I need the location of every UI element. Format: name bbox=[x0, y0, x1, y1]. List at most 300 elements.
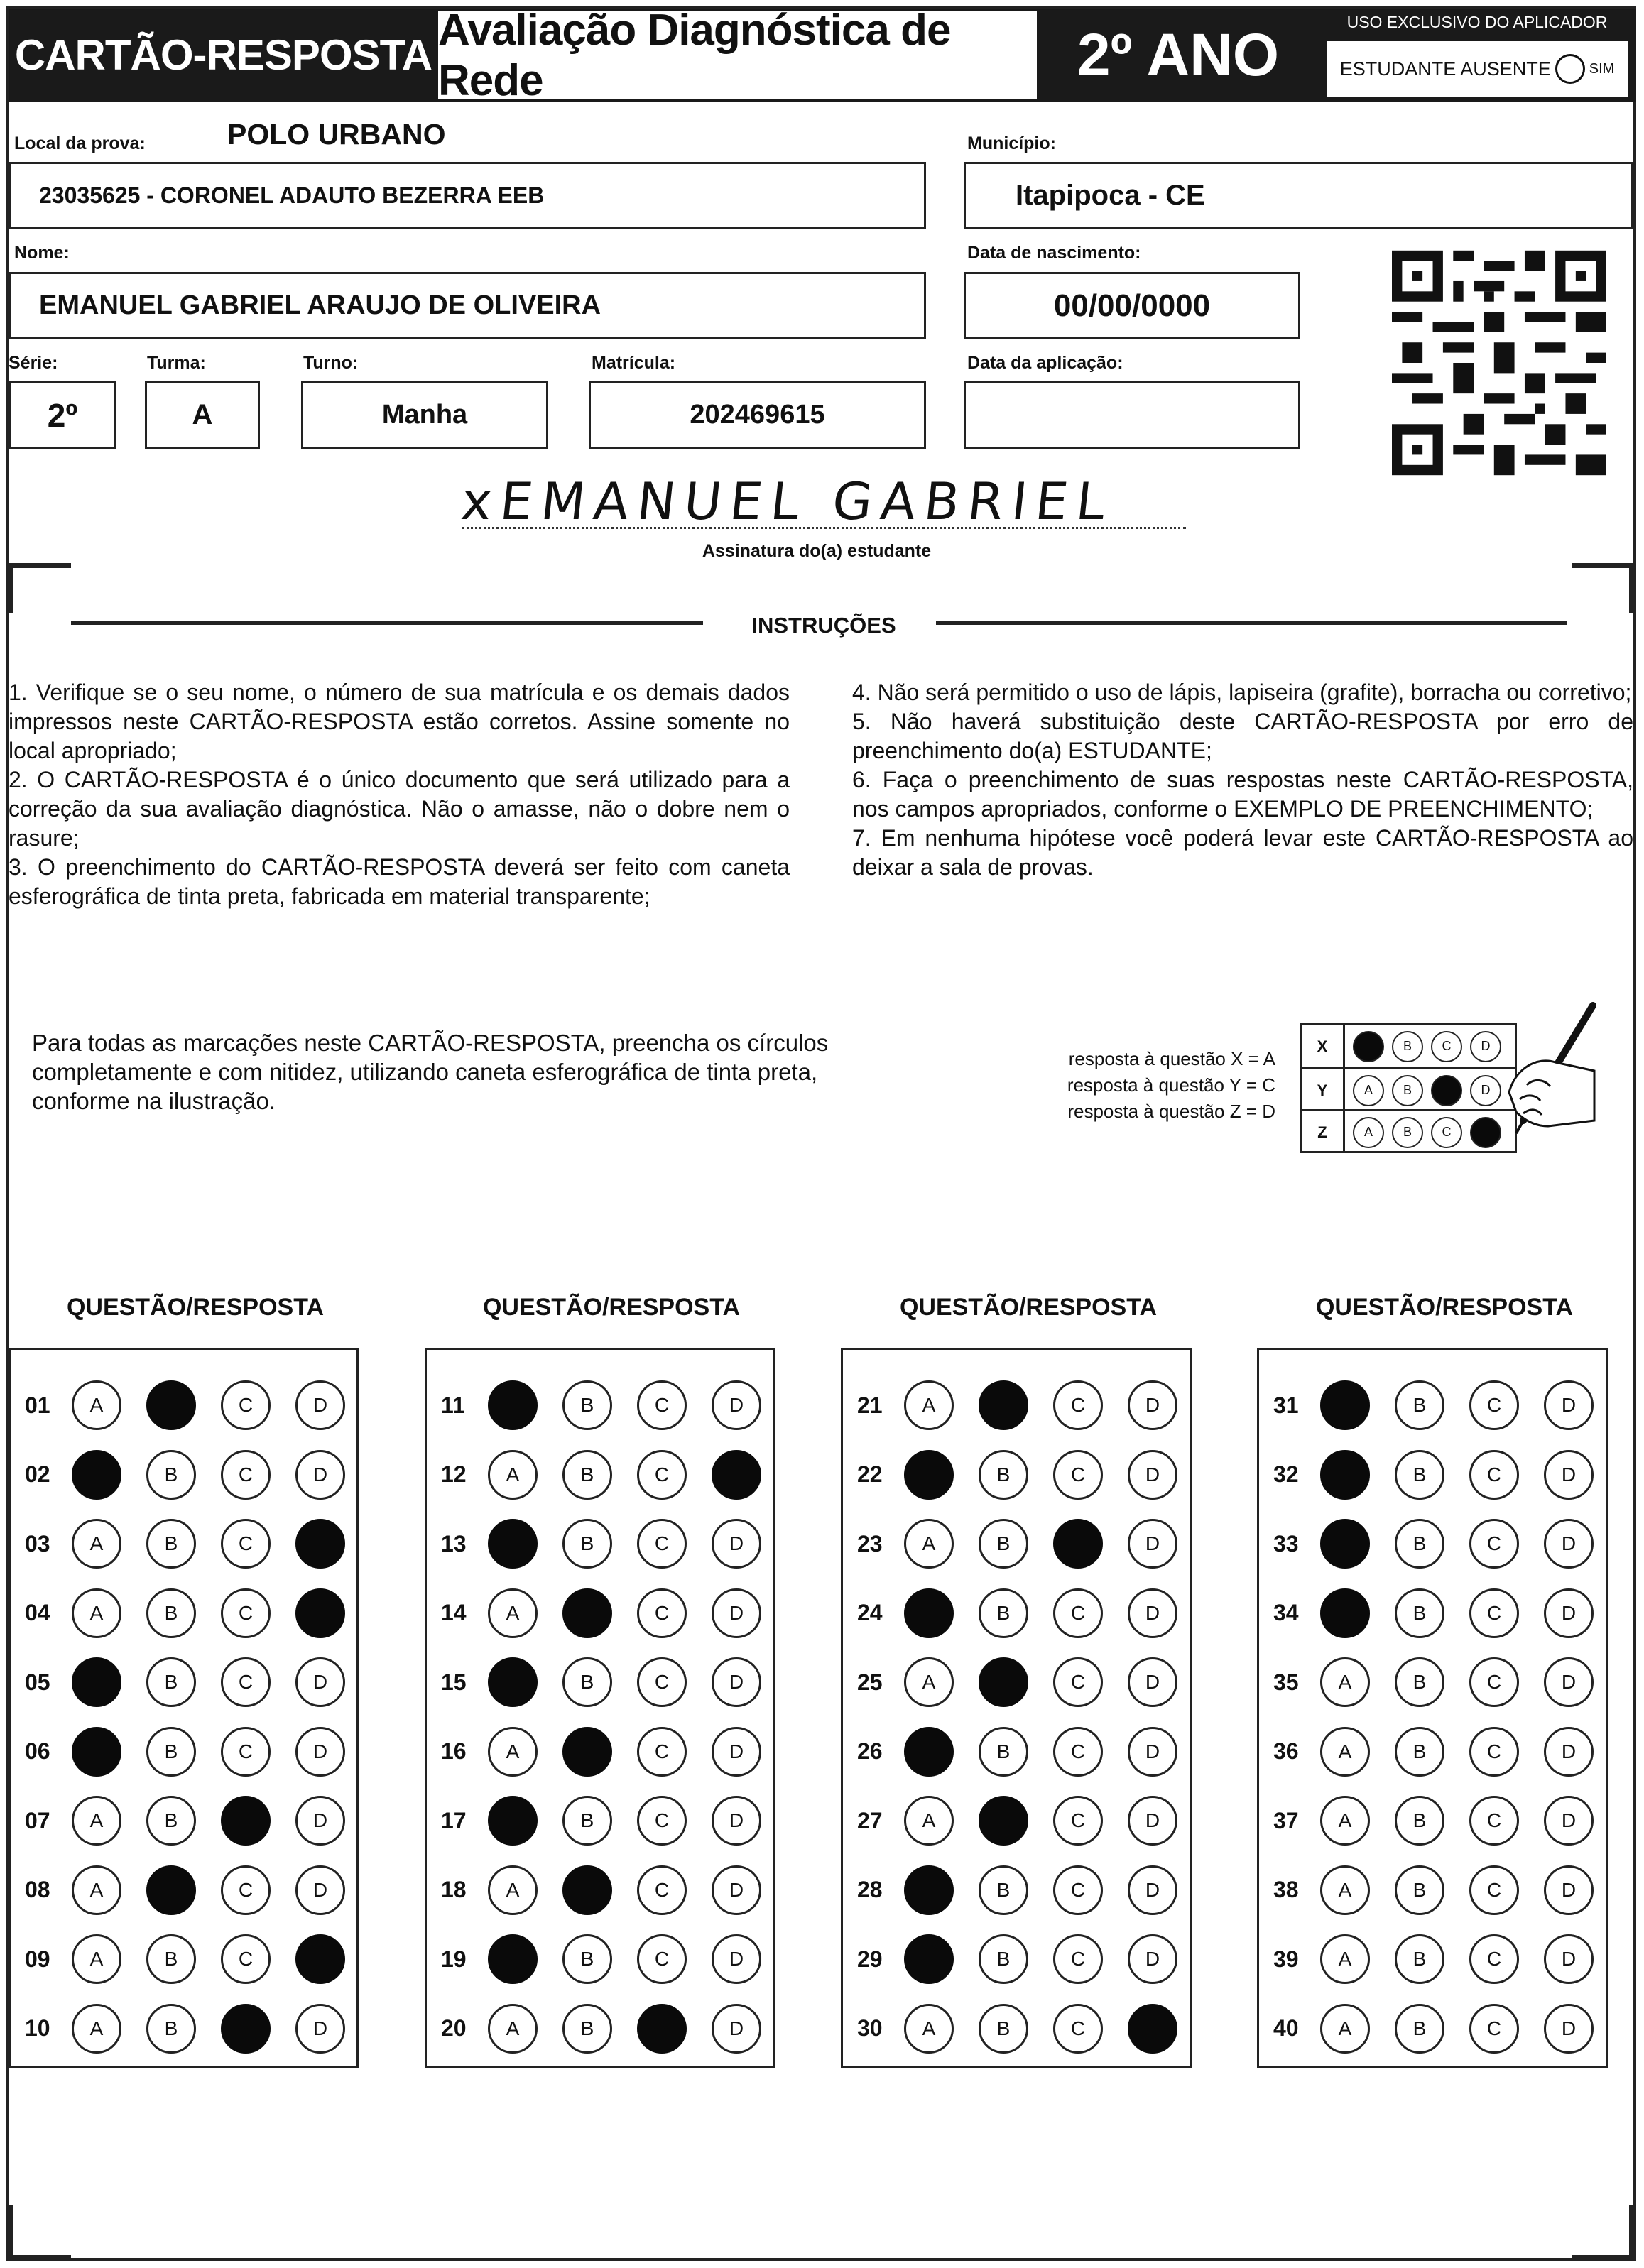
answer-bubble-14-c[interactable]: C bbox=[637, 1588, 687, 1638]
question-row-11 bbox=[427, 1371, 786, 1439]
question-number: 29 bbox=[857, 1946, 883, 1972]
question-row-20 bbox=[427, 1995, 786, 2063]
answer-bubble-03-b[interactable]: B bbox=[146, 1519, 196, 1569]
question-number: 34 bbox=[1273, 1600, 1299, 1625]
answer-bubble-12-d[interactable] bbox=[712, 1450, 761, 1500]
answer-bubble-29-a[interactable] bbox=[904, 1934, 954, 1984]
answer-bubble-20-d[interactable]: D bbox=[712, 2004, 761, 2054]
example-row-x bbox=[1302, 1025, 1515, 1067]
answer-bubble-31-a[interactable] bbox=[1320, 1380, 1370, 1430]
question-row-17 bbox=[427, 1787, 786, 1855]
question-row-16 bbox=[427, 1718, 786, 1786]
answer-bubble-04-d[interactable] bbox=[295, 1588, 345, 1638]
answer-bubble-19-a[interactable] bbox=[488, 1934, 538, 1984]
question-number: 21 bbox=[857, 1392, 883, 1418]
answer-bubble-26-d[interactable]: D bbox=[1128, 1727, 1177, 1777]
answer-bubble-01-c[interactable]: C bbox=[221, 1380, 271, 1430]
answer-bubble-13-b[interactable]: B bbox=[562, 1519, 612, 1569]
question-row-30 bbox=[843, 1995, 1202, 2063]
name-value: EMANUEL GABRIEL ARAUJO DE OLIVEIRA bbox=[39, 290, 601, 320]
instructions-title: INSTRUÇÕES bbox=[751, 613, 896, 638]
answer-bubble-10-b[interactable]: B bbox=[146, 2004, 196, 2054]
answer-bubble-21-c[interactable]: C bbox=[1053, 1380, 1103, 1430]
answer-bubble-07-c[interactable] bbox=[221, 1796, 271, 1846]
card-title: CARTÃO-RESPOSTA bbox=[9, 9, 438, 102]
answer-bubble-26-c[interactable]: C bbox=[1053, 1727, 1103, 1777]
answer-bubble-06-a[interactable] bbox=[72, 1727, 121, 1777]
answer-bubble-24-c[interactable]: C bbox=[1053, 1588, 1103, 1638]
question-row-19 bbox=[427, 1925, 786, 1993]
instructions-left bbox=[9, 678, 790, 911]
answer-bubble-04-c[interactable]: C bbox=[221, 1588, 271, 1638]
answer-bubble-08-d[interactable]: D bbox=[295, 1865, 345, 1915]
exam-title: Avaliação Diagnóstica de Rede bbox=[438, 9, 1037, 102]
question-row-14 bbox=[427, 1579, 786, 1647]
corner-mark-br bbox=[1572, 2255, 1634, 2260]
answer-bubble-27-a[interactable]: A bbox=[904, 1796, 954, 1846]
answer-bubble-16-d[interactable]: D bbox=[712, 1727, 761, 1777]
answer-bubble-18-a[interactable]: A bbox=[488, 1865, 538, 1915]
answer-bubble-19-b[interactable]: B bbox=[562, 1934, 612, 1984]
question-row-29 bbox=[843, 1925, 1202, 1993]
question-number: 18 bbox=[441, 1877, 467, 1902]
question-number: 37 bbox=[1273, 1807, 1299, 1833]
example-grid bbox=[1300, 1023, 1517, 1153]
question-number: 22 bbox=[857, 1461, 883, 1487]
answer-bubble-21-a[interactable]: A bbox=[904, 1380, 954, 1430]
answer-bubble-29-b[interactable]: B bbox=[979, 1934, 1028, 1984]
question-number: 03 bbox=[25, 1530, 50, 1556]
answer-bubble-17-a[interactable] bbox=[488, 1796, 538, 1846]
example-bubble-y-a: A bbox=[1353, 1075, 1384, 1106]
answer-bubble-32-c[interactable]: C bbox=[1469, 1450, 1519, 1500]
answer-bubble-22-d[interactable]: D bbox=[1128, 1450, 1177, 1500]
question-number: 39 bbox=[1273, 1946, 1299, 1972]
answer-bubble-30-d[interactable] bbox=[1128, 2004, 1177, 2054]
question-row-22 bbox=[843, 1441, 1202, 1509]
absent-label: ESTUDANTE AUSENTE bbox=[1339, 58, 1551, 80]
answer-bubble-35-c[interactable]: C bbox=[1469, 1657, 1519, 1707]
answer-bubble-24-b[interactable]: B bbox=[979, 1588, 1028, 1638]
answer-bubble-28-d[interactable]: D bbox=[1128, 1865, 1177, 1915]
question-row-26 bbox=[843, 1718, 1202, 1786]
question-row-09 bbox=[11, 1925, 370, 1993]
answer-bubble-36-a[interactable]: A bbox=[1320, 1727, 1370, 1777]
question-row-27 bbox=[843, 1787, 1202, 1855]
answer-bubble-10-a[interactable]: A bbox=[72, 2004, 121, 2054]
answer-bubble-32-d[interactable]: D bbox=[1544, 1450, 1594, 1500]
answer-bubble-27-b[interactable] bbox=[979, 1796, 1028, 1846]
answer-bubble-39-b[interactable]: B bbox=[1395, 1934, 1444, 1984]
question-row-35 bbox=[1259, 1648, 1618, 1716]
question-row-31 bbox=[1259, 1371, 1618, 1439]
answer-bubble-22-c[interactable]: C bbox=[1053, 1450, 1103, 1500]
answer-bubble-20-c[interactable] bbox=[637, 2004, 687, 2054]
answer-bubble-30-c[interactable]: C bbox=[1053, 2004, 1103, 2054]
answer-bubble-35-b[interactable]: B bbox=[1395, 1657, 1444, 1707]
answer-bubble-12-a[interactable]: A bbox=[488, 1450, 538, 1500]
example-row-z bbox=[1302, 1109, 1515, 1153]
question-number: 01 bbox=[25, 1392, 50, 1418]
question-number: 05 bbox=[25, 1669, 50, 1695]
answer-bubble-25-c[interactable]: C bbox=[1053, 1657, 1103, 1707]
answer-bubble-21-d[interactable]: D bbox=[1128, 1380, 1177, 1430]
signature-label: Assinatura do(a) estudante bbox=[702, 541, 932, 561]
question-number: 09 bbox=[25, 1946, 50, 1972]
answer-bubble-15-c[interactable]: C bbox=[637, 1657, 687, 1707]
answer-bubble-18-d[interactable]: D bbox=[712, 1865, 761, 1915]
corner-mark-tl bbox=[9, 563, 71, 568]
answer-bubble-04-b[interactable]: B bbox=[146, 1588, 196, 1638]
answer-bubble-16-c[interactable]: C bbox=[637, 1727, 687, 1777]
answer-bubble-06-d[interactable]: D bbox=[295, 1727, 345, 1777]
question-number: 14 bbox=[441, 1600, 467, 1625]
answer-bubble-02-a[interactable] bbox=[72, 1450, 121, 1500]
answer-bubble-15-d[interactable]: D bbox=[712, 1657, 761, 1707]
turma-label: Turma: bbox=[147, 353, 206, 373]
answer-bubble-01-b[interactable] bbox=[146, 1380, 196, 1430]
answers-header-4: QUESTÃO/RESPOSTA bbox=[1315, 1294, 1574, 1321]
answer-bubble-34-d[interactable]: D bbox=[1544, 1588, 1594, 1638]
answer-bubble-10-d[interactable]: D bbox=[295, 2004, 345, 2054]
answer-bubble-36-c[interactable]: C bbox=[1469, 1727, 1519, 1777]
answer-bubble-05-a[interactable] bbox=[72, 1657, 121, 1707]
answer-bubble-09-b[interactable]: B bbox=[146, 1934, 196, 1984]
answer-bubble-17-b[interactable]: B bbox=[562, 1796, 612, 1846]
question-row-02 bbox=[11, 1441, 370, 1509]
turma-field bbox=[145, 381, 260, 449]
question-number: 31 bbox=[1273, 1392, 1299, 1418]
answer-bubble-37-b[interactable]: B bbox=[1395, 1796, 1444, 1846]
answer-bubble-28-b[interactable]: B bbox=[979, 1865, 1028, 1915]
answer-bubble-40-d[interactable]: D bbox=[1544, 2004, 1594, 2054]
example-bubble-y-b: B bbox=[1392, 1075, 1423, 1106]
example-row-y bbox=[1302, 1067, 1515, 1111]
answer-bubble-28-c[interactable]: C bbox=[1053, 1865, 1103, 1915]
answer-bubble-35-d[interactable]: D bbox=[1544, 1657, 1594, 1707]
answer-bubble-29-c[interactable]: C bbox=[1053, 1934, 1103, 1984]
answer-bubble-11-b[interactable]: B bbox=[562, 1380, 612, 1430]
example-legend-y: resposta à questão Y = C bbox=[1067, 1074, 1275, 1096]
question-row-25 bbox=[843, 1648, 1202, 1716]
question-number: 25 bbox=[857, 1669, 883, 1695]
answer-bubble-24-a[interactable] bbox=[904, 1588, 954, 1638]
answer-bubble-27-c[interactable]: C bbox=[1053, 1796, 1103, 1846]
question-number: 08 bbox=[25, 1877, 50, 1902]
answer-bubble-36-b[interactable]: B bbox=[1395, 1727, 1444, 1777]
answer-bubble-20-a[interactable]: A bbox=[488, 2004, 538, 2054]
polo-text: POLO URBANO bbox=[227, 118, 446, 151]
answer-bubble-18-b[interactable] bbox=[562, 1865, 612, 1915]
answer-bubble-09-c[interactable]: C bbox=[221, 1934, 271, 1984]
answer-bubble-31-d[interactable]: D bbox=[1544, 1380, 1594, 1430]
answer-bubble-33-a[interactable] bbox=[1320, 1519, 1370, 1569]
answer-bubble-39-d[interactable]: D bbox=[1544, 1934, 1594, 1984]
answer-bubble-30-a[interactable]: A bbox=[904, 2004, 954, 2054]
answer-bubble-16-b[interactable] bbox=[562, 1727, 612, 1777]
question-number: 19 bbox=[441, 1946, 467, 1972]
answer-bubble-38-c[interactable]: C bbox=[1469, 1865, 1519, 1915]
answer-bubble-17-c[interactable]: C bbox=[637, 1796, 687, 1846]
question-number: 11 bbox=[441, 1392, 465, 1418]
answer-bubble-13-c[interactable]: C bbox=[637, 1519, 687, 1569]
question-row-13 bbox=[427, 1510, 786, 1578]
answer-bubble-23-a[interactable]: A bbox=[904, 1519, 954, 1569]
question-number: 15 bbox=[441, 1669, 467, 1695]
question-row-15 bbox=[427, 1648, 786, 1716]
instructions-right bbox=[852, 678, 1633, 882]
answer-bubble-29-d[interactable]: D bbox=[1128, 1934, 1177, 1984]
answer-bubble-37-d[interactable]: D bbox=[1544, 1796, 1594, 1846]
absent-bubble[interactable] bbox=[1555, 54, 1585, 84]
answer-bubble-11-c[interactable]: C bbox=[637, 1380, 687, 1430]
answers-header-1: QUESTÃO/RESPOSTA bbox=[66, 1294, 325, 1321]
question-row-18 bbox=[427, 1856, 786, 1924]
answer-bubble-34-b[interactable]: B bbox=[1395, 1588, 1444, 1638]
answer-bubble-30-b[interactable]: B bbox=[979, 2004, 1028, 2054]
matricula-value: 202469615 bbox=[690, 400, 825, 430]
answer-bubble-33-b[interactable]: B bbox=[1395, 1519, 1444, 1569]
applicator-title: USO EXCLUSIVO DO APLICADOR bbox=[1346, 13, 1608, 31]
answer-bubble-14-d[interactable]: D bbox=[712, 1588, 761, 1638]
turma-value: A bbox=[192, 399, 213, 430]
answer-bubble-02-d[interactable]: D bbox=[295, 1450, 345, 1500]
answer-bubble-36-d[interactable]: D bbox=[1544, 1727, 1594, 1777]
question-number: 04 bbox=[25, 1600, 50, 1625]
answer-bubble-12-b[interactable]: B bbox=[562, 1450, 612, 1500]
answer-bubble-37-a[interactable]: A bbox=[1320, 1796, 1370, 1846]
instruction-3: 3. O preenchimento do CARTÃO-RESPOSTA deverá ser feito com caneta esferográfica de tinta preta, fabricada em material transparente; bbox=[9, 854, 790, 909]
example-question-label: Z bbox=[1302, 1111, 1345, 1153]
question-row-39 bbox=[1259, 1925, 1618, 1993]
question-number: 38 bbox=[1273, 1877, 1299, 1902]
answer-bubble-32-b[interactable]: B bbox=[1395, 1450, 1444, 1500]
question-number: 06 bbox=[25, 1738, 50, 1764]
example-bubble-y-d: D bbox=[1470, 1075, 1501, 1106]
question-row-37 bbox=[1259, 1787, 1618, 1855]
answer-bubble-15-a[interactable] bbox=[488, 1657, 538, 1707]
question-number: 26 bbox=[857, 1738, 883, 1764]
answer-bubble-14-a[interactable]: A bbox=[488, 1588, 538, 1638]
answer-bubble-03-d[interactable] bbox=[295, 1519, 345, 1569]
question-row-34 bbox=[1259, 1579, 1618, 1647]
answer-bubble-23-c[interactable] bbox=[1053, 1519, 1103, 1569]
answer-bubble-35-a[interactable]: A bbox=[1320, 1657, 1370, 1707]
turno-value: Manha bbox=[381, 400, 468, 430]
matricula-label: Matrícula: bbox=[592, 353, 676, 373]
question-number: 20 bbox=[441, 2015, 467, 2041]
answer-bubble-02-b[interactable]: B bbox=[146, 1450, 196, 1500]
answer-bubble-15-b[interactable]: B bbox=[562, 1657, 612, 1707]
question-row-36 bbox=[1259, 1718, 1618, 1786]
application-date-field bbox=[964, 381, 1300, 449]
example-question-label: Y bbox=[1302, 1069, 1345, 1111]
serie-value: 2º bbox=[47, 396, 78, 434]
instruction-7: 7. Em nenhuma hipótese você poderá levar este CARTÃO-RESPOSTA ao deixar a sala de provas. bbox=[852, 825, 1633, 880]
answer-bubble-08-b[interactable] bbox=[146, 1865, 196, 1915]
answer-bubble-03-c[interactable]: C bbox=[221, 1519, 271, 1569]
corner-mark-tl-v bbox=[9, 563, 13, 613]
answer-bubble-19-d[interactable]: D bbox=[712, 1934, 761, 1984]
birth-value: 00/00/0000 bbox=[1053, 288, 1211, 323]
answer-bubble-34-c[interactable]: C bbox=[1469, 1588, 1519, 1638]
answer-bubble-39-a[interactable]: A bbox=[1320, 1934, 1370, 1984]
corner-mark-tr-v bbox=[1629, 563, 1634, 613]
name-label: Nome: bbox=[14, 243, 70, 263]
question-row-23 bbox=[843, 1510, 1202, 1578]
question-number: 40 bbox=[1273, 2015, 1299, 2041]
question-row-08 bbox=[11, 1856, 370, 1924]
answer-bubble-14-b[interactable] bbox=[562, 1588, 612, 1638]
answer-bubble-10-c[interactable] bbox=[221, 2004, 271, 2054]
signature-line bbox=[462, 527, 1186, 529]
answer-bubble-22-b[interactable]: B bbox=[979, 1450, 1028, 1500]
answer-bubble-24-d[interactable]: D bbox=[1128, 1588, 1177, 1638]
name-field bbox=[9, 272, 926, 339]
question-number: 27 bbox=[857, 1807, 883, 1833]
answer-bubble-25-d[interactable]: D bbox=[1128, 1657, 1177, 1707]
answer-bubble-01-a[interactable]: A bbox=[72, 1380, 121, 1430]
example-bubble-x-c: C bbox=[1431, 1031, 1462, 1062]
fill-note: Para todas as marcações neste CARTÃO-RESPOSTA, preencha os círculos completamente e com nitidez, utilizando caneta esferográfica de tinta preta, conforme na ilustração. bbox=[32, 1030, 829, 1114]
answer-bubble-07-d[interactable]: D bbox=[295, 1796, 345, 1846]
answer-bubble-04-a[interactable]: A bbox=[72, 1588, 121, 1638]
absent-box bbox=[1325, 40, 1629, 98]
instruction-6: 6. Faça o preenchimento de suas respostas neste CARTÃO-RESPOSTA, nos campos apropriados, conforme o EXEMPLO DE PREENCHIMENTO; bbox=[852, 767, 1633, 822]
question-row-40 bbox=[1259, 1995, 1618, 2063]
answer-bubble-26-b[interactable]: B bbox=[979, 1727, 1028, 1777]
answer-bubble-26-a[interactable] bbox=[904, 1727, 954, 1777]
serie-field bbox=[9, 381, 116, 449]
question-row-03 bbox=[11, 1510, 370, 1578]
answer-bubble-16-a[interactable]: A bbox=[488, 1727, 538, 1777]
question-row-12 bbox=[427, 1441, 786, 1509]
answer-bubble-33-c[interactable]: C bbox=[1469, 1519, 1519, 1569]
answers-column-4 bbox=[1257, 1348, 1608, 2068]
answer-bubble-05-c[interactable]: C bbox=[221, 1657, 271, 1707]
answer-bubble-21-b[interactable] bbox=[979, 1380, 1028, 1430]
absent-yes-label: SIM bbox=[1589, 60, 1615, 77]
corner-mark-br-v bbox=[1629, 2205, 1634, 2260]
answer-bubble-22-a[interactable] bbox=[904, 1450, 954, 1500]
question-row-07 bbox=[11, 1787, 370, 1855]
answer-bubble-07-a[interactable]: A bbox=[72, 1796, 121, 1846]
question-row-33 bbox=[1259, 1510, 1618, 1578]
answer-bubble-17-d[interactable]: D bbox=[712, 1796, 761, 1846]
question-row-38 bbox=[1259, 1856, 1618, 1924]
answers-header-2: QUESTÃO/RESPOSTA bbox=[482, 1294, 741, 1321]
answer-bubble-13-a[interactable] bbox=[488, 1519, 538, 1569]
answer-bubble-23-b[interactable]: B bbox=[979, 1519, 1028, 1569]
answer-bubble-33-d[interactable]: D bbox=[1544, 1519, 1594, 1569]
answer-bubble-38-a[interactable]: A bbox=[1320, 1865, 1370, 1915]
instruction-4: 4. Não será permitido o uso de lápis, lapiseira (grafite), borracha ou corretivo; bbox=[852, 680, 1632, 705]
answer-bubble-06-c[interactable]: C bbox=[221, 1727, 271, 1777]
answer-bubble-18-c[interactable]: C bbox=[637, 1865, 687, 1915]
answer-bubble-27-d[interactable]: D bbox=[1128, 1796, 1177, 1846]
instructions-rule-right bbox=[936, 621, 1567, 625]
answer-bubble-05-d[interactable]: D bbox=[295, 1657, 345, 1707]
question-number: 28 bbox=[857, 1877, 883, 1902]
corner-mark-tr bbox=[1572, 563, 1634, 568]
answer-bubble-08-c[interactable]: C bbox=[221, 1865, 271, 1915]
matricula-field bbox=[589, 381, 926, 449]
application-date-label: Data da aplicação: bbox=[967, 353, 1123, 373]
question-number: 36 bbox=[1273, 1738, 1299, 1764]
answers-header-3: QUESTÃO/RESPOSTA bbox=[899, 1294, 1158, 1321]
question-row-10 bbox=[11, 1995, 370, 2063]
answer-bubble-40-c[interactable]: C bbox=[1469, 2004, 1519, 2054]
answer-bubble-40-a[interactable]: A bbox=[1320, 2004, 1370, 2054]
answer-bubble-08-a[interactable]: A bbox=[72, 1865, 121, 1915]
answer-bubble-06-b[interactable]: B bbox=[146, 1727, 196, 1777]
answer-bubble-20-b[interactable]: B bbox=[562, 2004, 612, 2054]
answer-bubble-25-b[interactable] bbox=[979, 1657, 1028, 1707]
answer-bubble-03-a[interactable]: A bbox=[72, 1519, 121, 1569]
answer-bubble-39-c[interactable]: C bbox=[1469, 1934, 1519, 1984]
answer-bubble-11-a[interactable] bbox=[488, 1380, 538, 1430]
question-number: 30 bbox=[857, 2015, 883, 2041]
answer-bubble-34-a[interactable] bbox=[1320, 1588, 1370, 1638]
municipality-field bbox=[964, 162, 1633, 229]
answer-bubble-12-c[interactable]: C bbox=[637, 1450, 687, 1500]
answer-bubble-25-a[interactable]: A bbox=[904, 1657, 954, 1707]
answer-bubble-07-b[interactable]: B bbox=[146, 1796, 196, 1846]
answer-bubble-02-c[interactable]: C bbox=[221, 1450, 271, 1500]
answer-bubble-37-c[interactable]: C bbox=[1469, 1796, 1519, 1846]
question-number: 32 bbox=[1273, 1461, 1299, 1487]
answer-bubble-38-b[interactable]: B bbox=[1395, 1865, 1444, 1915]
grade-badge: 2º ANO bbox=[1037, 9, 1319, 102]
answer-bubble-11-d[interactable]: D bbox=[712, 1380, 761, 1430]
example-legend bbox=[1034, 1046, 1275, 1125]
answer-bubble-31-c[interactable]: C bbox=[1469, 1380, 1519, 1430]
answer-bubble-23-d[interactable]: D bbox=[1128, 1519, 1177, 1569]
answer-bubble-01-d[interactable]: D bbox=[295, 1380, 345, 1430]
example-bubble-x-b: B bbox=[1392, 1031, 1423, 1062]
answers-column-3 bbox=[841, 1348, 1192, 2068]
signature: xEMANUEL GABRIEL bbox=[458, 471, 1117, 531]
answer-bubble-32-a[interactable] bbox=[1320, 1450, 1370, 1500]
question-number: 17 bbox=[441, 1807, 467, 1833]
turno-field bbox=[301, 381, 548, 449]
question-row-04 bbox=[11, 1579, 370, 1647]
answer-bubble-05-b[interactable]: B bbox=[146, 1657, 196, 1707]
answer-bubble-28-a[interactable] bbox=[904, 1865, 954, 1915]
question-row-01 bbox=[11, 1371, 370, 1439]
municipality-label: Município: bbox=[967, 133, 1056, 153]
exam-location-label: Local da prova: bbox=[14, 133, 146, 153]
example-bubble-z-a: A bbox=[1353, 1117, 1384, 1148]
question-number: 07 bbox=[25, 1807, 50, 1833]
turno-label: Turno: bbox=[303, 353, 359, 373]
answer-bubble-40-b[interactable]: B bbox=[1395, 2004, 1444, 2054]
answer-bubble-31-b[interactable]: B bbox=[1395, 1380, 1444, 1430]
answer-bubble-09-d[interactable] bbox=[295, 1934, 345, 1984]
question-number: 35 bbox=[1273, 1669, 1299, 1695]
school-value: 23035625 - CORONEL ADAUTO BEZERRA EEB bbox=[39, 182, 545, 208]
serie-label: Série: bbox=[9, 353, 58, 373]
answer-bubble-13-d[interactable]: D bbox=[712, 1519, 761, 1569]
corner-mark-bl-v bbox=[9, 2205, 13, 2260]
instruction-2: 2. O CARTÃO-RESPOSTA é o único documento que será utilizado para a correção da sua avaliação diagnóstica. Não o amasse, não o dobre nem o rasure; bbox=[9, 767, 790, 851]
question-row-32 bbox=[1259, 1441, 1618, 1509]
instructions-rule-left bbox=[71, 621, 703, 625]
question-number: 13 bbox=[441, 1530, 467, 1556]
answer-bubble-09-a[interactable]: A bbox=[72, 1934, 121, 1984]
answer-bubble-38-d[interactable]: D bbox=[1544, 1865, 1594, 1915]
answer-bubble-19-c[interactable]: C bbox=[637, 1934, 687, 1984]
